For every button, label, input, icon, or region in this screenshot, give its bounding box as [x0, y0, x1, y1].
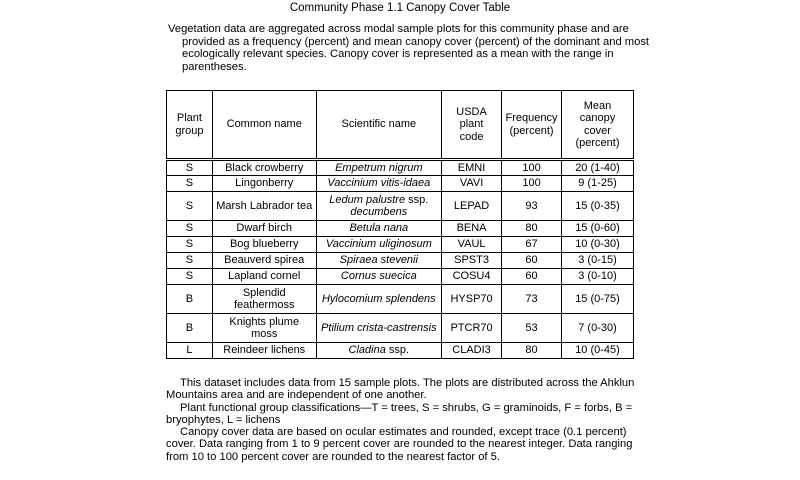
- cell-scientific: [316, 160, 442, 176]
- cell-group: S: [167, 237, 213, 253]
- header-plant-group: Plant group: [167, 91, 213, 160]
- cell-code: COSU4: [442, 269, 502, 285]
- table-row: [167, 269, 634, 285]
- footnote-canopy-cover: Canopy cover data are based on ocular estimates and rounded, except trace (0.1 percent) cover. Data ranging from 1 to 9 percent cover are rounded to the nearest integer. Data ranging from 10 to 100 percent cover are rounded to the nearest factor of 5.: [166, 426, 633, 463]
- cell-frequency: 80: [502, 221, 562, 237]
- intro-paragraph: Vegetation data are aggregated across modal sample plots for this community phase and are provided as a frequency (percent) and mean canopy cover (percent) of the dominant and most ecologically relevant species. Canopy cover is represented as a mean with the range in parentheses.: [168, 23, 650, 73]
- scientific-name-infra: decumbens: [350, 206, 408, 218]
- cell-scientific: [316, 285, 442, 314]
- cell-group: S: [167, 176, 213, 192]
- cell-group: S: [167, 160, 213, 176]
- table-row: [167, 285, 634, 314]
- cell-group: L: [167, 343, 213, 359]
- cell-cover: 7 (0-30): [562, 314, 634, 343]
- cell-group: S: [167, 269, 213, 285]
- cell-code: VAUL: [442, 237, 502, 253]
- cell-common: Lingonberry: [212, 176, 316, 192]
- cell-scientific: [316, 314, 442, 343]
- table-header-row: [167, 91, 634, 160]
- cell-code: BENA: [442, 221, 502, 237]
- cell-group: S: [167, 192, 213, 221]
- header-common-name: Common name: [212, 91, 316, 160]
- cell-code: LEPAD: [442, 192, 502, 221]
- cell-scientific: [316, 343, 442, 359]
- cell-cover: 9 (1-25): [562, 176, 634, 192]
- scientific-name: Cornus suecica: [340, 270, 417, 283]
- cell-cover: 10 (0-30): [562, 237, 634, 253]
- cell-frequency: 80: [502, 343, 562, 359]
- cell-code: PTCR70: [442, 314, 502, 343]
- cell-cover: 15 (0-35): [562, 192, 634, 221]
- cell-cover: 15 (0-75): [562, 285, 634, 314]
- cell-scientific: [316, 269, 442, 285]
- cell-common: Reindeer lichens: [212, 343, 316, 359]
- header-frequency: Frequency (percent): [502, 91, 562, 160]
- table-row: [167, 314, 634, 343]
- scientific-name: Ledum palustre: [329, 193, 406, 206]
- table-row: [167, 176, 634, 192]
- table-row: [167, 160, 634, 176]
- cell-code: VAVI: [442, 176, 502, 192]
- table-row: [167, 192, 634, 221]
- cell-scientific: [316, 176, 442, 192]
- cell-cover: 3 (0-15): [562, 253, 634, 269]
- cell-common: Lapland cornel: [212, 269, 316, 285]
- scientific-name: Vaccinium vitis-idaea: [327, 177, 431, 190]
- cell-frequency: 100: [502, 160, 562, 176]
- scientific-name: Ptilium crista-castrensis: [321, 321, 437, 334]
- cell-frequency: 73: [502, 285, 562, 314]
- page-title: Community Phase 1.1 Canopy Cover Table: [289, 2, 511, 14]
- cell-group: B: [167, 285, 213, 314]
- cell-frequency: 100: [502, 176, 562, 192]
- cell-cover: 20 (1-40): [562, 160, 634, 176]
- cell-frequency: 67: [502, 237, 562, 253]
- table-row: [167, 237, 634, 253]
- cell-common: Beauverd spirea: [212, 253, 316, 269]
- cell-cover: 10 (0-45): [562, 343, 634, 359]
- cell-frequency: 60: [502, 269, 562, 285]
- cell-common: Dwarf birch: [212, 221, 316, 237]
- canopy-cover-table: [166, 90, 634, 359]
- table-row: [167, 343, 634, 359]
- scientific-name: Cladina: [348, 344, 386, 357]
- scientific-name: Empetrum nigrum: [335, 161, 423, 174]
- cell-frequency: 93: [502, 192, 562, 221]
- cell-cover: 3 (0-10): [562, 269, 634, 285]
- footnotes: [166, 377, 636, 463]
- scientific-qualifier: ssp.: [408, 193, 429, 206]
- cell-code: CLADI3: [442, 343, 502, 359]
- footnote-functional-groups: Plant functional group classifications—T = trees, S = shrubs, G = graminoids, F = forbs, B = bryophytes, L = lichens: [166, 401, 633, 426]
- table-row: [167, 221, 634, 237]
- cell-group: B: [167, 314, 213, 343]
- cell-common: Splendid feathermoss: [212, 285, 316, 314]
- header-usda-code: USDA plant code: [442, 91, 502, 160]
- cell-code: SPST3: [442, 253, 502, 269]
- cell-code: HYSP70: [442, 285, 502, 314]
- scientific-qualifier: ssp.: [388, 344, 410, 357]
- cell-scientific: [316, 221, 442, 237]
- cell-code: EMNI: [442, 160, 502, 176]
- cell-group: S: [167, 253, 213, 269]
- cell-scientific: [316, 237, 442, 253]
- header-scientific-name: Scientific name: [316, 91, 442, 160]
- cell-group: S: [167, 221, 213, 237]
- scientific-name: Betula nana: [349, 222, 409, 235]
- cell-common: Black crowberry: [212, 160, 316, 176]
- cell-common: Knights plume moss: [212, 314, 316, 343]
- cell-frequency: 53: [502, 314, 562, 343]
- scientific-name: Hylocomium splendens: [321, 292, 436, 305]
- cell-scientific: [316, 192, 442, 221]
- cell-common: Bog blueberry: [212, 237, 316, 253]
- scientific-name: Spiraea stevenii: [339, 254, 418, 267]
- cell-common: Marsh Labrador tea: [212, 192, 316, 221]
- scientific-name: Vaccinium uliginosum: [325, 238, 432, 251]
- table-row: [167, 253, 634, 269]
- cell-frequency: 60: [502, 253, 562, 269]
- cell-cover: 15 (0-60): [562, 221, 634, 237]
- footnote-sample-plots: This dataset includes data from 15 sample plots. The plots are distributed across the Ahklun Mountains area and are independent of one another.: [166, 377, 635, 402]
- header-canopy-cover: Mean canopy cover (percent): [562, 91, 634, 160]
- cell-scientific: [316, 253, 442, 269]
